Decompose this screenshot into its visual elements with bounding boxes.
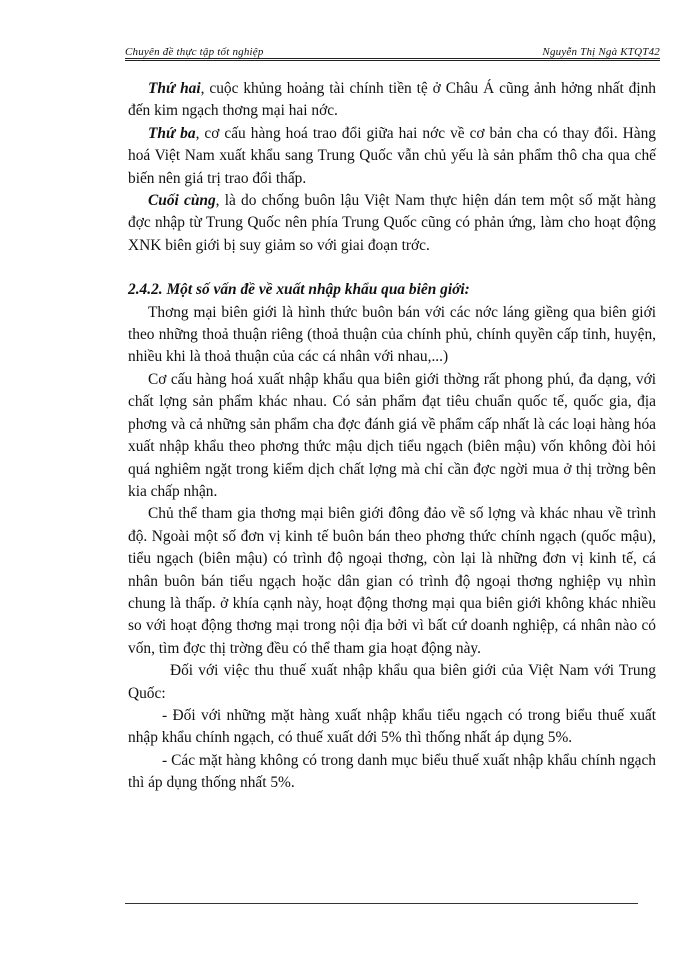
section-heading: 2.4.2. Một số vấn đề về xuất nhập khẩu qua biên giới: [128, 281, 470, 299]
bullet-item-1: - Đối với những mặt hàng xuất nhập khẩu tiểu ngạch có trong biểu thuế xuất nhập khẩu chính ngạch, có thuế xuất dới 5% thì thống nhất áp dụng 5%. [128, 706, 656, 747]
paragraph-thu-hai [128, 78, 656, 123]
paragraph-thu-thue: Đối với việc thu thuế xuất nhập khẩu qua biên giới của Việt Nam với Trung Quốc: [128, 662, 656, 702]
lead-thu-ba: Thứ ba [148, 124, 196, 142]
text-thu-hai: , cuộc khủng hoảng tài chính tiền tệ ở Châu Á cũng ảnh hởng nhất định đến kim ngạch thơng mại hai nớc. [128, 80, 656, 120]
running-header [125, 40, 660, 58]
header-author: Nguyễn Thị Ngà KTQT42 [542, 46, 660, 58]
header-title: Chuyên đề thực tập tốt nghiệp [125, 46, 264, 58]
body-text [128, 78, 656, 795]
lead-cuoi-cung: Cuối cùng [148, 192, 216, 210]
bullet-item-2: - Các mặt hàng không có trong danh mục biểu thuế xuất nhập khẩu chính ngạch thì áp dụng thống nhất 5%. [128, 751, 656, 792]
lead-thu-hai: Thứ hai [148, 80, 201, 97]
header-rule [125, 58, 660, 61]
paragraph-thu-ba [128, 123, 656, 190]
paragraph-cuoi-cung [128, 190, 656, 257]
paragraph-co-cau-hang-hoa: Cơ cấu hàng hoá xuất nhập khẩu qua biên giới thờng rất phong phú, đa dạng, với chất lợng sản phẩm khác nhau. Có sản phẩm đạt tiêu chuẩn quốc tế, quốc gia, địa phơng và cả những sản phẩm cha đợc đánh giá về phẩm cấp nhất là các loại hàng hóa xuất nhập khẩu theo phơng thức mậu dịch tiểu ngạch (biên mậu) vốn không đòi hỏi quá nghiêm ngặt trong kiểm dịch chất lợng mà chỉ cần đợc ngời mua ở thị trờng bên kia chấp nhận. [128, 370, 656, 500]
text-thu-ba: , cơ cấu hàng hoá trao đổi giữa hai nớc về cơ bản cha có thay đổi. Hàng hoá Việt Nam xuất khẩu sang Trung Quốc vẫn chủ yếu là sản phẩm thô cha qua chế biến nên giá trị trao đổi thấp. [128, 124, 656, 187]
footer-rule [125, 903, 638, 904]
paragraph-chu-the: Chủ thể tham gia thơng mại biên giới đông đảo về số lợng và khác nhau về trình độ. Ngoài một số đơn vị kinh tế buôn bán theo phơng thức chính ngạch (quốc mậu), tiểu ngạch (biên mậu) có trình độ ngoại thơng, còn lại là những đơn vị kinh tế, cá nhân buôn bán tiểu ngạch hoặc dân gian có trình độ ngoại thơng nghiệp vụ nhìn chung là thấp. ở khía cạnh này, hoạt động thơng mại qua biên giới không khác nhiều so với hoạt động thơng mại trong nội địa bởi vì bất cứ doanh nghiệp, cá nhân nào có vốn, tìm đợc thị trờng đều có thể tham gia hoạt động này. [128, 505, 656, 657]
paragraph-thuong-mai-bien-gioi: Thơng mại biên giới là hình thức buôn bán với các nớc láng giềng qua biên giới theo những thoả thuận riêng (thoả thuận của chính phủ, chính quyền cấp tỉnh, huyện, nhiều khi là thoả thuận của các cá nhân với nhau,...) [128, 303, 656, 366]
text-cuoi-cung: , là do chống buôn lậu Việt Nam thực hiện dán tem một số mặt hàng đợc nhập từ Trung Quốc nên phía Trung Quốc cũng có phản ứng, làm cho hoạt động XNK biên giới bị suy giảm so với giai đoạn trớc. [128, 192, 656, 254]
